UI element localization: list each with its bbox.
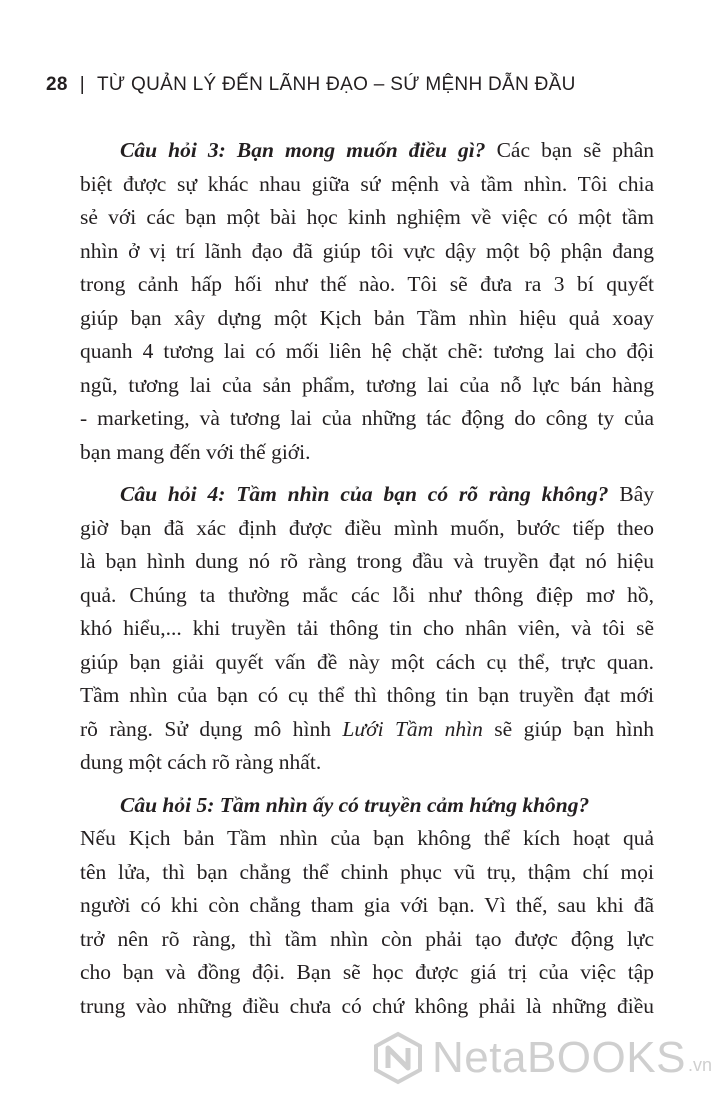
header-separator: |	[79, 74, 85, 95]
italic-term: Lưới Tầm nhìn	[342, 716, 483, 741]
text-line: Nếu Kịch bản Tầm nhìn của bạn không thể kích hoạt quả	[80, 826, 654, 850]
text-line: quanh 4 tương lai có mối liên hệ chặt chẽ: tương lai cho đội	[80, 339, 654, 363]
text-line: cho bạn và đồng đội. Bạn sẽ học được giá trị của việc tập	[80, 960, 654, 984]
text-line: giúp bạn giải quyết vấn đề này một cách cụ thể, trực quan.	[80, 649, 654, 674]
paragraph-question-3	[80, 134, 654, 469]
running-title: TỪ QUẢN LÝ ĐẾN LÃNH ĐẠO – SỨ MỆNH DẪN ĐẦU	[96, 74, 576, 95]
question-heading: Câu hỏi 4: Tầm nhìn của bạn có rõ ràng không?	[120, 482, 609, 506]
text-line: người có khi còn chẳng tham gia với bạn. Vì thế, sau khi đã	[80, 893, 654, 917]
text-line: là bạn hình dung nó rõ ràng trong đầu và truyền đạt nó hiệu	[80, 549, 654, 573]
text-line: Câu hỏi 4: Tầm nhìn của bạn có rõ ràng không? Bây	[120, 482, 654, 506]
text-line: Tầm nhìn của bạn có cụ thể thì thông tin bạn truyền đạt mới	[80, 683, 654, 707]
text-line: biệt được sự khác nhau giữa sứ mệnh và tầm nhìn. Tôi chia	[80, 171, 654, 196]
text-line: trở nên rõ ràng, thì tầm nhìn còn phải tạo được động lực	[80, 926, 654, 951]
text-line	[80, 789, 654, 823]
paragraph-question-5	[80, 789, 654, 1024]
watermark-brand: NetaBOOKS	[432, 1033, 686, 1082]
netabooks-logo-icon	[372, 1032, 424, 1084]
page-body	[80, 134, 654, 1032]
question-heading: Câu hỏi 3: Bạn mong muốn điều gì?	[120, 138, 486, 162]
text-line: ngũ, tương lai của sản phẩm, tương lai của nỗ lực bán hàng	[80, 372, 654, 397]
text-line: rõ ràng. Sử dụng mô hình Lưới Tầm nhìn sẽ giúp bạn hình	[80, 716, 655, 741]
text-line: quả. Chúng ta thường mắc các lỗi như thông điệp mơ hồ,	[80, 582, 654, 607]
text-line: tên lửa, thì bạn chẳng thể chinh phục vũ trụ, thậm chí mọi	[80, 859, 654, 884]
text-line: giờ bạn đã xác định được điều mình muốn, bước tiếp theo	[80, 515, 654, 540]
text-line: Câu hỏi 3: Bạn mong muốn điều gì? Các bạn sẽ phân	[120, 138, 655, 162]
text-line: bạn mang đến với thế giới.	[80, 439, 311, 464]
text-line: dung một cách rõ ràng nhất.	[80, 750, 322, 774]
text-line: trung vào những điều chưa có chứ không phải là những điều	[80, 993, 654, 1018]
question-heading: Câu hỏi 5: Tầm nhìn ấy có truyền cảm hứng không?	[120, 792, 590, 817]
page-number: 28	[46, 74, 68, 95]
paragraph-question-4	[80, 478, 654, 780]
text-line: giúp bạn xây dựng một Kịch bản Tầm nhìn hiệu quả xoay	[80, 305, 654, 330]
watermark-suffix: .vn	[687, 1055, 712, 1075]
text-line: khó hiểu,... khi truyền tải thông tin cho nhân viên, và tôi sẽ	[80, 616, 654, 640]
running-header	[46, 74, 576, 96]
netabooks-watermark	[372, 1032, 712, 1084]
text-line: nhìn ở vị trí lãnh đạo đã giúp tôi vực dậy một bộ phận đang	[80, 238, 654, 263]
text-line: sẻ với các bạn một bài học kinh nghiệm về việc có một tầm	[80, 205, 654, 229]
text-line: trong cảnh hấp hối như thế nào. Tôi sẽ đưa ra 3 bí quyết	[80, 272, 654, 296]
text-line: - marketing, và tương lai của những tác động do công ty của	[80, 406, 654, 430]
